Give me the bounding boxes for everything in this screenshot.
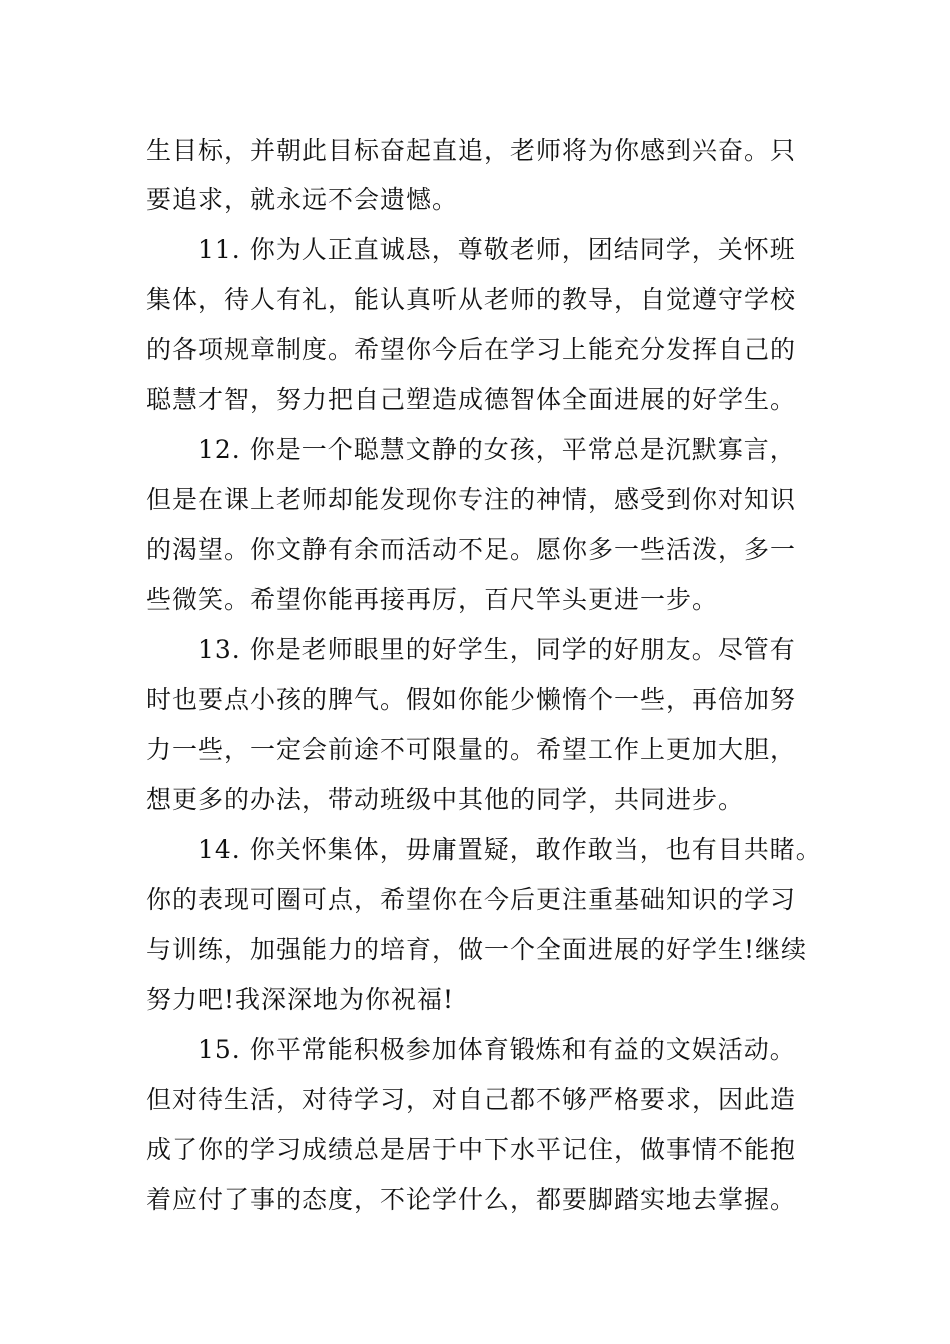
text-line: 与训练，加强能力的培育，做一个全面进展的好学生!继续 — [146, 935, 808, 964]
text-line: 努力吧!我深深地为你祝福! — [146, 985, 455, 1014]
text-line: 想更多的办法，带动班级中其他的同学，共同进步。 — [146, 785, 745, 814]
text-line: 的各项规章制度。希望你今后在学习上能充分发挥自己的 — [146, 335, 797, 364]
text-line: 但对待生活，对待学习，对自己都不够严格要求，因此造 — [146, 1085, 797, 1114]
paragraph-start-14: 14. 你关怀集体，毋庸置疑，敢作敢当，也有目共睹。 — [198, 835, 822, 864]
text-line: 聪慧才智，努力把自己塑造成德智体全面进展的好学生。 — [146, 385, 797, 414]
text-line: 成了你的学习成绩总是居于中下水平记住，做事情不能抱 — [146, 1135, 797, 1164]
text-line: 力一些，一定会前途不可限量的。希望工作上更加大胆， — [146, 735, 797, 764]
paragraph-start-11: 11. 你为人正直诚恳，尊敬老师，团结同学，关怀班 — [198, 235, 796, 264]
text-line: 但是在课上老师却能发现你专注的神情，感受到你对知识 — [146, 485, 797, 514]
text-line: 要追求，就永远不会遗憾。 — [146, 185, 459, 214]
text-line: 时也要点小孩的脾气。假如你能少懒惰个一些，再倍加努 — [146, 685, 797, 714]
text-line: 生目标，并朝此目标奋起直追，老师将为你感到兴奋。只 — [146, 136, 797, 165]
paragraph-start-15: 15. 你平常能积极参加体育锻炼和有益的文娱活动。 — [198, 1035, 796, 1064]
text-line: 着应付了事的态度，不论学什么，都要脚踏实地去掌握。 — [146, 1185, 797, 1214]
text-line: 集体，待人有礼，能认真听从老师的教导，自觉遵守学校 — [146, 285, 797, 314]
paragraph-start-12: 12. 你是一个聪慧文静的女孩，平常总是沉默寡言， — [198, 435, 796, 464]
paragraph-start-13: 13. 你是老师眼里的好学生，同学的好朋友。尽管有 — [198, 635, 796, 664]
text-line: 些微笑。希望你能再接再厉，百尺竿头更进一步。 — [146, 585, 719, 614]
text-line: 你的表现可圈可点，希望你在今后更注重基础知识的学习 — [146, 885, 797, 914]
text-line: 的渴望。你文静有余而活动不足。愿你多一些活泼，多一 — [146, 535, 797, 564]
